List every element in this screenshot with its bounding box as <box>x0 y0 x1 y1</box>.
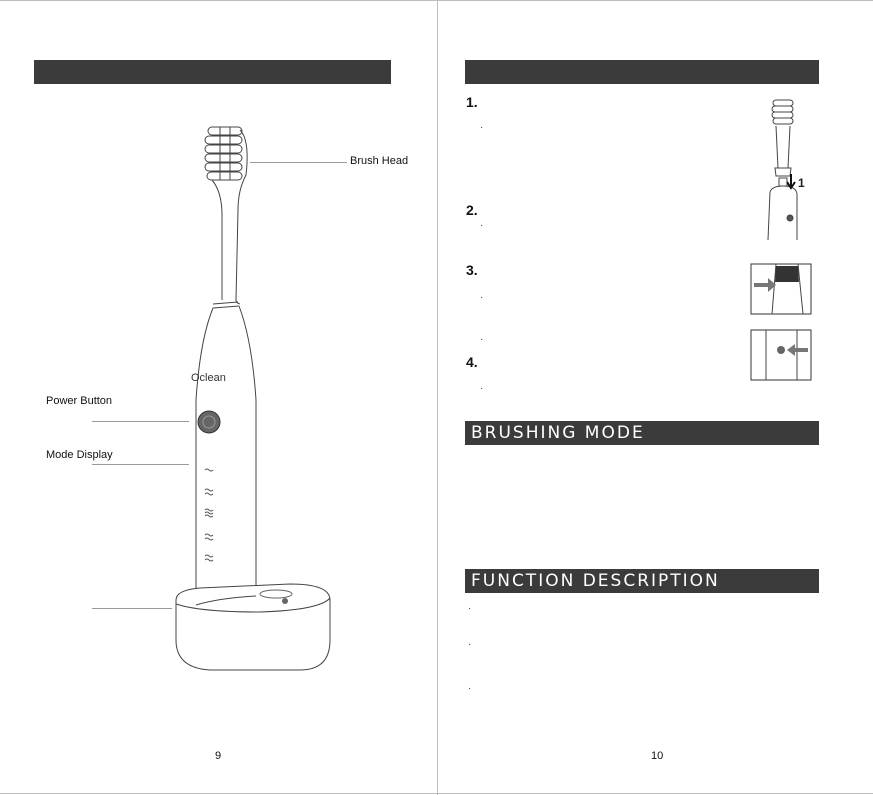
step-3-bullet-b: · <box>480 334 484 345</box>
step-3-bullet-a: · <box>480 292 484 303</box>
function-bullet-1: · <box>468 603 472 614</box>
step-2-bullet: · <box>480 220 484 231</box>
power-button-label: Power Button <box>46 395 113 407</box>
brush-head-label: Brush Head <box>350 155 409 167</box>
step-4-bullet: · <box>480 383 484 394</box>
step-3-number: 3. <box>466 262 478 278</box>
function-bullet-2: · <box>468 639 472 650</box>
function-description-header: FUNCTION DESCRIPTION <box>465 569 819 593</box>
brushing-mode-header: BRUSHING MODE <box>465 421 819 445</box>
step-1-number: 1. <box>466 94 478 110</box>
step1-arrow-label: 1 <box>798 176 805 190</box>
mode-display-label: Mode Display <box>46 449 113 461</box>
handle-brand-text: Oclean <box>191 372 226 384</box>
step-4-number: 4. <box>466 354 478 370</box>
step-2-number: 2. <box>466 202 478 218</box>
step-1-bullet: · <box>480 122 484 133</box>
right-page-number: 10 <box>651 750 664 762</box>
left-page-number: 9 <box>215 750 222 762</box>
function-bullet-3: · <box>468 683 472 694</box>
